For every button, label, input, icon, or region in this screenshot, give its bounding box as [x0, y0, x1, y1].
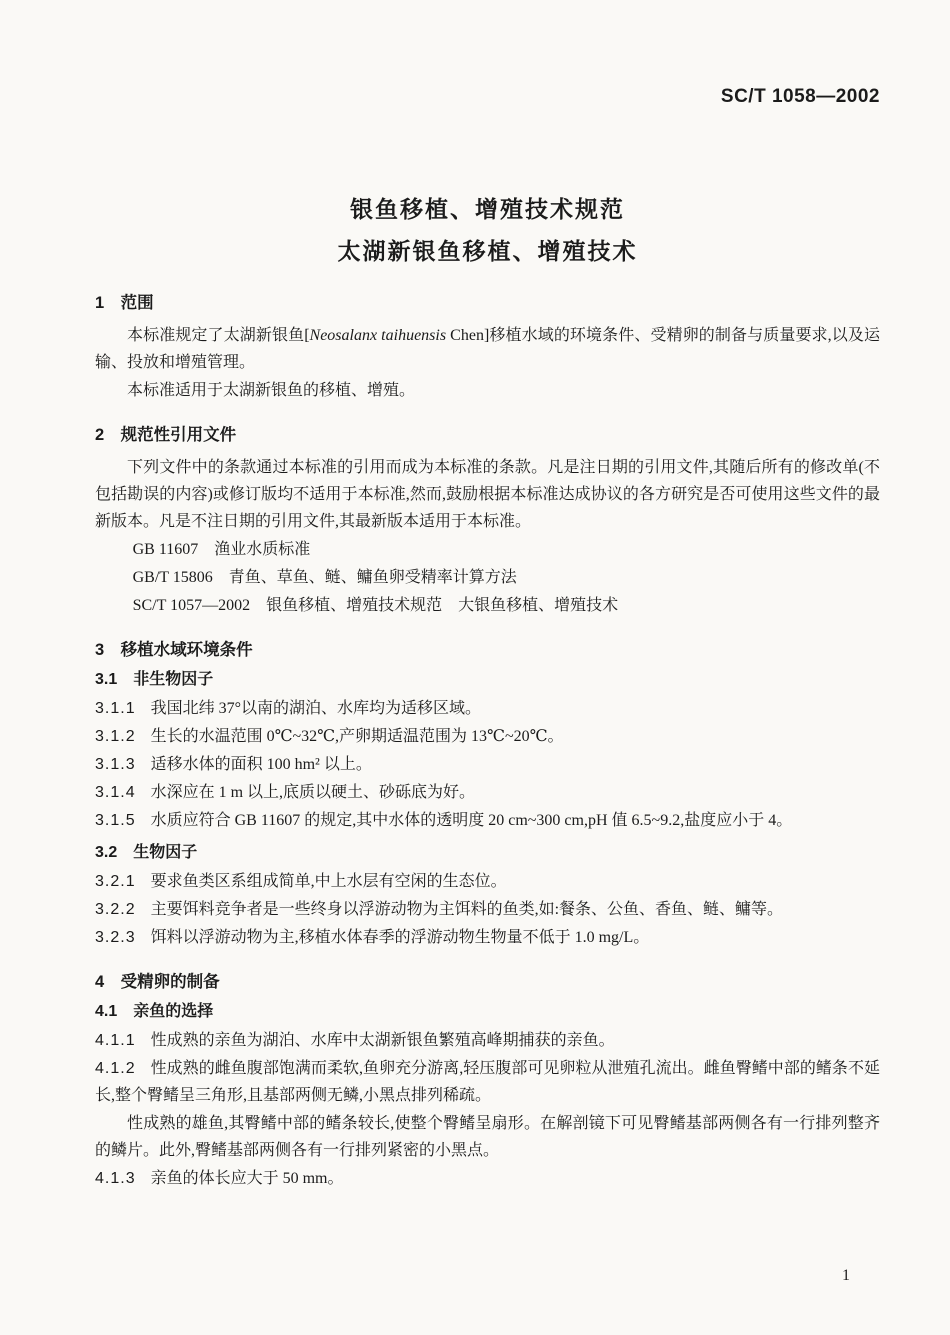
clause-text: 我国北纬 37°以南的湖泊、水库均为适移区域。 [150, 700, 481, 717]
clause-number: 4.1.3 [95, 1170, 136, 1187]
clause-text: 适移水体的面积 100 hm² 以上。 [150, 756, 372, 773]
text-run: Chen]移植水域的环境条件、受精卵的制备与质量要求,以及运输、投放和增殖管理。 [95, 327, 880, 371]
clause-text: 主要饵料竞争者是一些终身以浮游动物为主饵料的鱼类,如:餐条、公鱼、香鱼、鲢、鳙等。 [150, 901, 784, 918]
clause [95, 1165, 880, 1192]
section-3-2-heading: 3.2 生物因子 [95, 844, 198, 861]
clause [95, 1055, 880, 1109]
clause-text: 要求鱼类区系组成简单,中上水层有空闲的生态位。 [150, 873, 507, 890]
clause [95, 751, 880, 778]
clause-text: 水深应在 1 m 以上,底质以硬土、砂砾底为好。 [150, 784, 476, 801]
scope-paragraph: 本标准适用于太湖新银鱼的移植、增殖。 [127, 382, 416, 399]
clause [95, 1027, 880, 1054]
clause-number: 3.2.2 [95, 901, 136, 918]
clause-text: 水质应符合 GB 11607 的规定,其中水体的透明度 20 cm~300 cm,pH 值 6.5~9.2,盐度应小于 4。 [150, 812, 793, 829]
clause-number: 3.2.3 [95, 929, 136, 946]
clause-number: 3.1.2 [95, 728, 136, 745]
text-run: 本标准规定了太湖新银鱼[ [127, 327, 310, 344]
clause-text: 生长的水温范围 0℃~32℃,产卵期适温范围为 13℃~20℃。 [150, 728, 564, 745]
reference-item: GB/T 15806 青鱼、草鱼、鲢、鳙鱼卵受精率计算方法 [132, 569, 517, 586]
clause-number: 3.1.4 [95, 784, 136, 801]
title-line-1: 银鱼移植、增殖技术规范 [350, 196, 625, 222]
clause [95, 779, 880, 806]
clause-text: 性成熟的雌鱼腹部饱满而柔软,鱼卵充分游离,轻压腹部可见卵粒从泄殖孔流出。雌鱼臀鳍中部的鳍条不延长,整个臀鳍呈三角形,且基部两侧无鳞,小黑点排列稀疏。 [95, 1060, 880, 1104]
title-line-2: 太湖新银鱼移植、增殖技术 [337, 238, 638, 264]
scope-paragraph [95, 322, 880, 376]
species-latin-name: Neosalanx taihuensis [309, 327, 447, 344]
clause-number: 4.1.1 [95, 1032, 136, 1049]
clause-text: 饵料以浮游动物为主,移植水体春季的浮游动物生物量不低于 1.0 mg/L。 [150, 929, 650, 946]
section-3-1-heading: 3.1 非生物因子 [95, 671, 214, 688]
clause [95, 723, 880, 750]
reference-item: SC/T 1057—2002 银鱼移植、增殖技术规范 大银鱼移植、增殖技术 [132, 597, 619, 614]
standard-code: SC/T 1058—2002 [720, 86, 880, 107]
clause-number: 3.2.1 [95, 873, 136, 890]
clause-number: 3.1.3 [95, 756, 136, 773]
clause-text: 性成熟的亲鱼为湖泊、水库中太湖新银鱼繁殖高峰期捕获的亲鱼。 [150, 1032, 615, 1049]
section-4-heading: 4 受精卵的制备 [95, 973, 220, 991]
clause [95, 868, 880, 895]
document-title [95, 188, 880, 272]
section-3-heading: 3 移植水域环境条件 [95, 641, 253, 659]
clause-number: 3.1.1 [95, 700, 136, 717]
clause-number: 3.1.5 [95, 812, 136, 829]
page-number: 1 [842, 1267, 850, 1284]
clause [95, 924, 880, 951]
clause [95, 807, 880, 834]
section-2-heading: 2 规范性引用文件 [95, 426, 237, 444]
section-1-heading: 1 范围 [95, 294, 154, 312]
male-fish-paragraph: 性成熟的雄鱼,其臀鳍中部的鳍条较长,使整个臀鳍呈扇形。在解剖镜下可见臀鳍基部两侧各有一行排列整齐的鳞片。此外,臀鳍基部两侧各有一行排列紧密的小黑点。 [95, 1115, 880, 1159]
reference-item: GB 11607 渔业水质标准 [132, 541, 311, 558]
clause-text: 亲鱼的体长应大于 50 mm。 [150, 1170, 344, 1187]
clause-number: 4.1.2 [95, 1060, 136, 1077]
clause [95, 695, 880, 722]
section-4-1-heading: 4.1 亲鱼的选择 [95, 1003, 214, 1020]
normative-references-paragraph: 下列文件中的条款通过本标准的引用而成为本标准的条款。凡是注日期的引用文件,其随后所有的修改单(不包括勘误的内容)或修订版均不适用于本标准,然而,鼓励根据本标准达成协议的各方研究是否可使用这些文件的最新版本。凡是不注日期的引用文件,其最新版本适用于本标准。 [95, 459, 880, 530]
clause [95, 896, 880, 923]
